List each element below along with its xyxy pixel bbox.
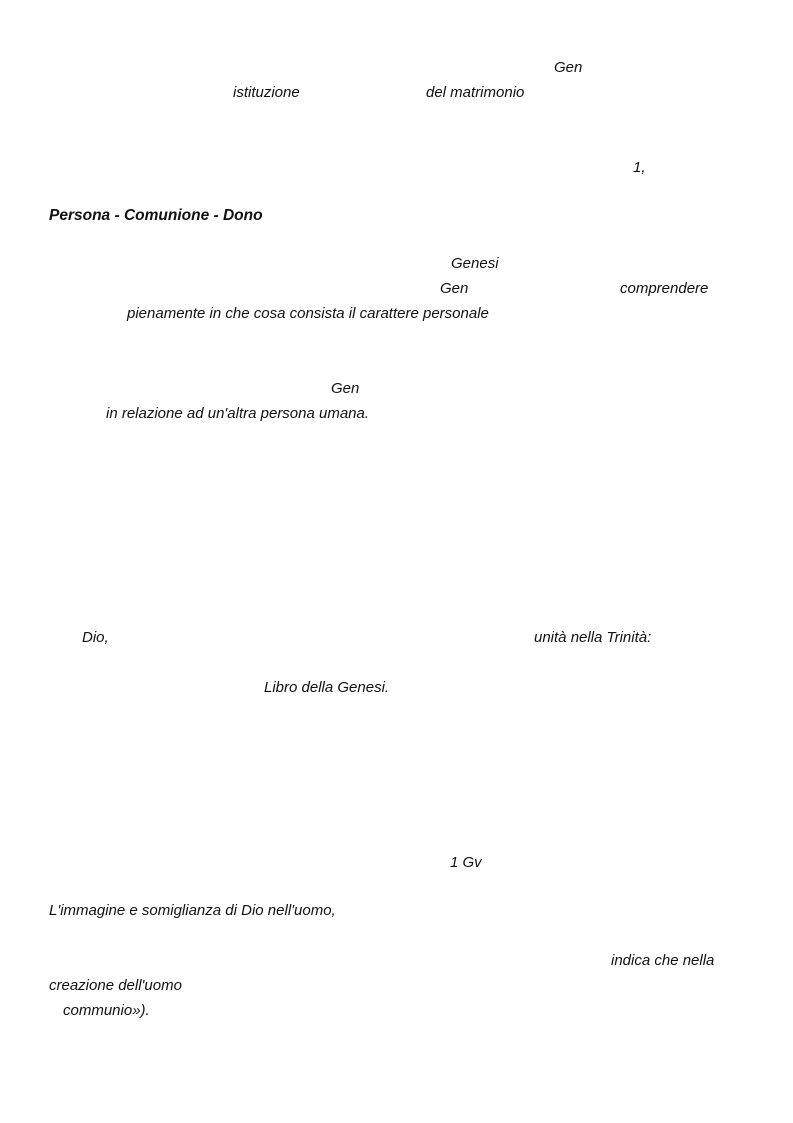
text-fragment-indica: indica che nella [611,952,715,969]
text-fragment-communio: communio»). [63,1002,150,1019]
text-fragment-in-relazione: in relazione ad un'altra persona umana. [106,405,370,422]
text-fragment-gen: Gen [554,59,583,76]
text-fragment-libro-genesi: Libro della Genesi. [264,679,390,696]
text-fragment-comprendere: comprendere [620,280,709,297]
text-fragment-unita-trinita: unità nella Trinità: [534,629,652,646]
text-fragment-pienamente: pienamente in che cosa consista il carattere personale [127,305,489,322]
section-heading: Persona - Comunione - Dono [49,207,263,224]
text-fragment-dio: Dio, [82,629,109,646]
text-fragment-genesi: Genesi [451,255,499,272]
text-fragment-immagine: L'immagine e somiglianza di Dio nell'uomo, [49,902,336,919]
text-fragment-gen: Gen [331,380,360,397]
text-fragment-del-matrimonio: del matrimonio [426,84,525,101]
text-fragment-gen: Gen [440,280,469,297]
text-fragment-verse-number: 1, [633,159,646,176]
text-fragment-creazione: creazione dell'uomo [49,977,182,994]
text-fragment-istituzione: istituzione [233,84,300,101]
text-fragment-1-gv: 1 Gv [450,854,482,871]
